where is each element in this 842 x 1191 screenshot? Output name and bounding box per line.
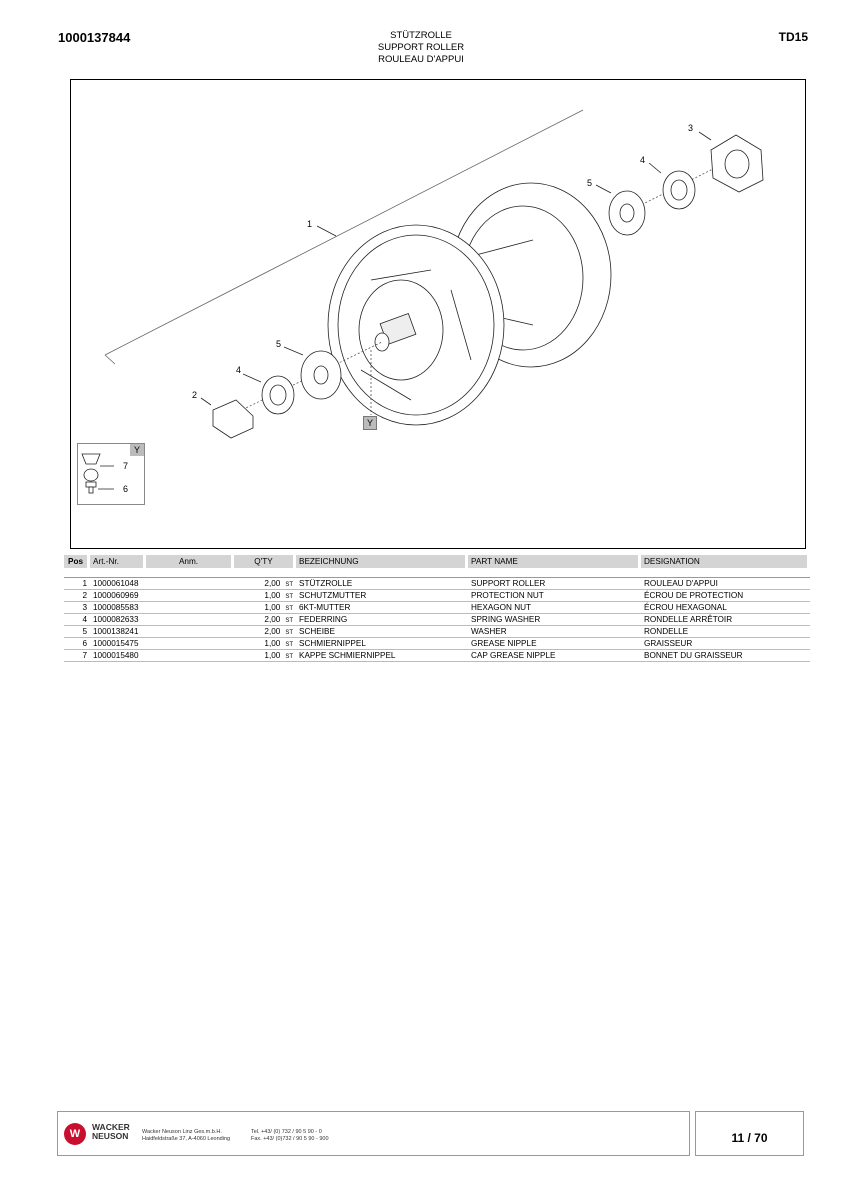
row-pos: 7 xyxy=(64,650,90,662)
table-row xyxy=(64,578,810,590)
header-part-name: PART NAME xyxy=(468,555,641,568)
row-bezeichnung: SCHUTZMUTTER xyxy=(296,590,468,602)
row-anm xyxy=(146,614,234,626)
row-qty xyxy=(234,590,296,602)
row-unit: ST xyxy=(285,654,293,660)
table-row xyxy=(64,650,810,662)
row-designation: GRAISSEUR xyxy=(641,638,810,650)
callout-7: 7 xyxy=(123,461,129,471)
fax: Fax. +43/ (0)732 / 90 5 90 - 900 xyxy=(251,1136,329,1142)
row-unit: ST xyxy=(285,594,293,600)
row-qty xyxy=(234,614,296,626)
grease-nipple-illustration xyxy=(78,444,144,504)
row-qty-value: 2,00 xyxy=(264,615,281,624)
callout-5-front: 5 xyxy=(276,339,282,349)
row-bezeichnung: KAPPE SCHMIERNIPPEL xyxy=(296,650,468,662)
row-qty-value: 1,00 xyxy=(264,603,281,612)
row-unit: ST xyxy=(285,630,293,636)
table-row xyxy=(64,638,810,650)
street-address: Haidfeldstraße 37, A-4060 Leonding xyxy=(142,1136,231,1142)
row-part-name: HEXAGON NUT xyxy=(468,602,641,614)
row-anm xyxy=(146,578,234,590)
company-name: Wacker Neuson Linz Ges.m.b.H. xyxy=(142,1129,222,1135)
table-row xyxy=(64,626,810,638)
callout-4-back: 4 xyxy=(640,155,646,165)
row-art-nr: 1000015475 xyxy=(90,638,146,650)
table-row xyxy=(64,590,810,602)
table-row xyxy=(64,614,810,626)
row-designation: ÉCROU HEXAGONAL xyxy=(641,602,810,614)
header-qty: Q'TY xyxy=(234,555,296,568)
header-designation: DESIGNATION xyxy=(641,555,810,568)
callout-2: 2 xyxy=(192,390,198,400)
row-part-name: SPRING WASHER xyxy=(468,614,641,626)
header-art-nr: Art.-Nr. xyxy=(90,555,146,568)
title-block xyxy=(0,30,842,66)
roller-illustration xyxy=(71,80,805,548)
title-french: ROULEAU D'APPUI xyxy=(378,54,464,65)
wacker-logo-icon: W xyxy=(64,1123,86,1145)
row-part-name: CAP GREASE NIPPLE xyxy=(468,650,641,662)
row-unit: ST xyxy=(285,606,293,612)
row-qty xyxy=(234,602,296,614)
row-anm xyxy=(146,650,234,662)
row-bezeichnung: STÜTZROLLE xyxy=(296,578,468,590)
row-designation: ÉCROU DE PROTECTION xyxy=(641,590,810,602)
row-qty-value: 2,00 xyxy=(264,579,281,588)
inset-label: Y xyxy=(130,444,144,456)
row-qty xyxy=(234,638,296,650)
callout-4-front: 4 xyxy=(236,365,242,375)
row-pos: 1 xyxy=(64,578,90,590)
header-anm: Anm. xyxy=(146,555,234,568)
exploded-drawing xyxy=(70,79,806,549)
row-art-nr: 1000060969 xyxy=(90,590,146,602)
row-art-nr: 1000015480 xyxy=(90,650,146,662)
row-designation: BONNET DU GRAISSEUR xyxy=(641,650,810,662)
row-bezeichnung: SCHEIBE xyxy=(296,626,468,638)
table-header-row xyxy=(64,555,810,568)
row-part-name: PROTECTION NUT xyxy=(468,590,641,602)
row-pos: 2 xyxy=(64,590,90,602)
row-designation: ROULEAU D'APPUI xyxy=(641,578,810,590)
callout-1: 1 xyxy=(307,219,313,229)
footer xyxy=(57,1111,690,1156)
header-pos: Pos xyxy=(64,555,90,568)
row-art-nr: 1000061048 xyxy=(90,578,146,590)
row-pos: 6 xyxy=(64,638,90,650)
row-part-name: GREASE NIPPLE xyxy=(468,638,641,650)
detail-marker: Y xyxy=(363,416,377,430)
row-art-nr: 1000085583 xyxy=(90,602,146,614)
row-unit: ST xyxy=(285,642,293,648)
row-unit: ST xyxy=(285,582,293,588)
row-qty-value: 1,00 xyxy=(264,591,281,600)
title-english: SUPPORT ROLLER xyxy=(377,42,465,53)
row-qty xyxy=(234,626,296,638)
callout-5-back: 5 xyxy=(587,178,593,188)
row-bezeichnung: 6KT-MUTTER xyxy=(296,602,468,614)
detail-inset xyxy=(77,443,145,505)
parts-table xyxy=(64,555,810,662)
row-pos: 3 xyxy=(64,602,90,614)
row-designation: RONDELLE ARRÊTOIR xyxy=(641,614,810,626)
row-unit: ST xyxy=(285,618,293,624)
row-qty-value: 1,00 xyxy=(264,651,281,660)
model-code: TD15 xyxy=(778,30,808,44)
row-bezeichnung: SCHMIERNIPPEL xyxy=(296,638,468,650)
row-designation: RONDELLE xyxy=(641,626,810,638)
row-anm xyxy=(146,590,234,602)
table-spacer xyxy=(64,568,810,578)
row-part-name: WASHER xyxy=(468,626,641,638)
row-anm xyxy=(146,638,234,650)
brand-line-1: WACKER xyxy=(92,1122,130,1132)
row-bezeichnung: FEDERRING xyxy=(296,614,468,626)
brand-line-2: NEUSON xyxy=(92,1131,129,1141)
row-art-nr: 1000138241 xyxy=(90,626,146,638)
row-part-name: SUPPORT ROLLER xyxy=(468,578,641,590)
row-qty xyxy=(234,578,296,590)
row-qty-value: 1,00 xyxy=(264,639,281,648)
document-number: 1000137844 xyxy=(58,30,131,45)
row-pos: 4 xyxy=(64,614,90,626)
row-anm xyxy=(146,626,234,638)
brand-name xyxy=(92,1123,130,1141)
row-qty xyxy=(234,650,296,662)
header-bezeichnung: BEZEICHNUNG xyxy=(296,555,468,568)
callout-3: 3 xyxy=(688,123,694,133)
row-qty-value: 2,00 xyxy=(264,627,281,636)
page-number: 11 / 70 xyxy=(695,1111,804,1156)
title-german: STÜTZROLLE xyxy=(390,30,452,41)
callout-6: 6 xyxy=(123,484,129,494)
table-row xyxy=(64,602,810,614)
row-pos: 5 xyxy=(64,626,90,638)
row-art-nr: 1000082633 xyxy=(90,614,146,626)
contact-numbers xyxy=(251,1129,329,1143)
row-anm xyxy=(146,602,234,614)
company-address xyxy=(142,1129,230,1143)
telephone: Tel. +43/ (0) 732 / 90 5 90 - 0 xyxy=(251,1129,322,1135)
